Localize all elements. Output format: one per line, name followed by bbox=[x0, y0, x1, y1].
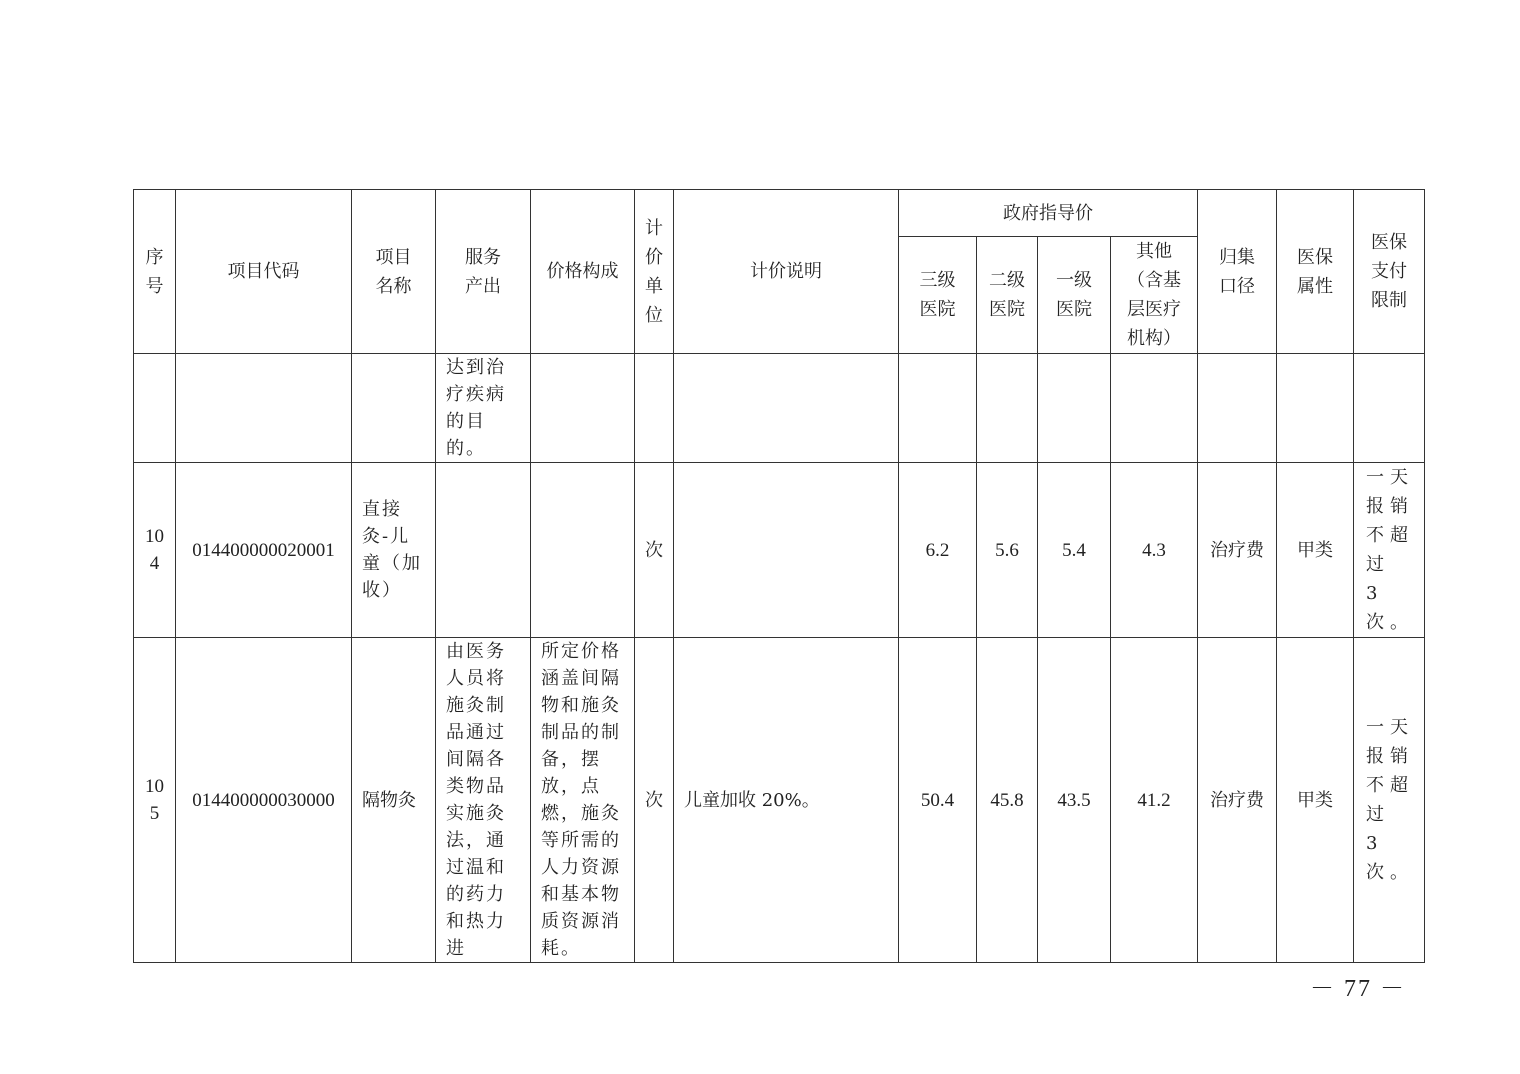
cell-code bbox=[176, 354, 352, 463]
cell-unit: 次 bbox=[635, 463, 674, 638]
cell-insurance-attr: 甲类 bbox=[1277, 463, 1354, 638]
header-level1: 一级医院 bbox=[1038, 237, 1111, 354]
cell-pricing-note: 儿童加收 20%。 bbox=[674, 638, 899, 963]
cell-category bbox=[1198, 354, 1277, 463]
header-level3: 三级医院 bbox=[899, 237, 977, 354]
table-row bbox=[134, 638, 1425, 963]
cell-pricing-note bbox=[674, 463, 899, 638]
cell-level2 bbox=[977, 354, 1038, 463]
cell-price-composition bbox=[531, 354, 635, 463]
cell-code: 014400000030000 bbox=[176, 638, 352, 963]
cell-payment-limit: 一天报销不超过 3 次。 bbox=[1354, 638, 1425, 963]
cell-output: 达到治疗疾病的目的。 bbox=[436, 354, 531, 463]
cell-unit: 次 bbox=[635, 638, 674, 963]
cell-insurance-attr bbox=[1277, 354, 1354, 463]
cell-name: 隔物灸 bbox=[352, 638, 436, 963]
cell-category: 治疗费 bbox=[1198, 463, 1277, 638]
cell-price-composition bbox=[531, 463, 635, 638]
cell-other: 41.2 bbox=[1111, 638, 1198, 963]
cell-code: 014400000020001 bbox=[176, 463, 352, 638]
page-number: － 77 － bbox=[1310, 976, 1406, 1002]
cell-category: 治疗费 bbox=[1198, 638, 1277, 963]
header-seq: 序号 bbox=[134, 190, 176, 354]
header-price-composition: 价格构成 bbox=[531, 190, 635, 354]
cell-seq bbox=[134, 354, 176, 463]
header-level2: 二级医院 bbox=[977, 237, 1038, 354]
cell-insurance-attr: 甲类 bbox=[1277, 638, 1354, 963]
table-row bbox=[134, 354, 1425, 463]
cell-seq: 104 bbox=[134, 463, 176, 638]
cell-level3: 6.2 bbox=[899, 463, 977, 638]
header-output: 服务产出 bbox=[436, 190, 531, 354]
cell-level3 bbox=[899, 354, 977, 463]
cell-other bbox=[1111, 354, 1198, 463]
cell-output bbox=[436, 463, 531, 638]
header-category: 归集口径 bbox=[1198, 190, 1277, 354]
cell-unit bbox=[635, 354, 674, 463]
cell-payment-limit bbox=[1354, 354, 1425, 463]
cell-pricing-note bbox=[674, 354, 899, 463]
cell-level2: 5.6 bbox=[977, 463, 1038, 638]
header-other: 其他（含基层医疗机构） bbox=[1111, 237, 1198, 354]
cell-payment-limit: 一天报销不超过 3 次。 bbox=[1354, 463, 1425, 638]
cell-name bbox=[352, 354, 436, 463]
cell-level1 bbox=[1038, 354, 1111, 463]
cell-level3: 50.4 bbox=[899, 638, 977, 963]
cell-output: 由医务人员将施灸制品通过间隔各类物品实施灸法，通过温和的药力和热力进 bbox=[436, 638, 531, 963]
cell-level1: 5.4 bbox=[1038, 463, 1111, 638]
cell-price-composition: 所定价格涵盖间隔物和施灸制品的制备，摆放，点燃，施灸等所需的人力资源和基本物质资源消耗。 bbox=[531, 638, 635, 963]
cell-level1: 43.5 bbox=[1038, 638, 1111, 963]
header-pricing-note: 计价说明 bbox=[674, 190, 899, 354]
header-payment-limit: 医保支付限制 bbox=[1354, 190, 1425, 354]
cell-name: 直接灸-儿童（加收） bbox=[352, 463, 436, 638]
header-gov-price: 政府指导价 bbox=[899, 190, 1198, 237]
header-unit: 计价单位 bbox=[635, 190, 674, 354]
table-row bbox=[134, 463, 1425, 638]
cell-level2: 45.8 bbox=[977, 638, 1038, 963]
header-code: 项目代码 bbox=[176, 190, 352, 354]
header-insurance-attr: 医保属性 bbox=[1277, 190, 1354, 354]
header-name: 项目名称 bbox=[352, 190, 436, 354]
cell-other: 4.3 bbox=[1111, 463, 1198, 638]
cell-seq: 105 bbox=[134, 638, 176, 963]
price-table bbox=[133, 189, 1425, 963]
